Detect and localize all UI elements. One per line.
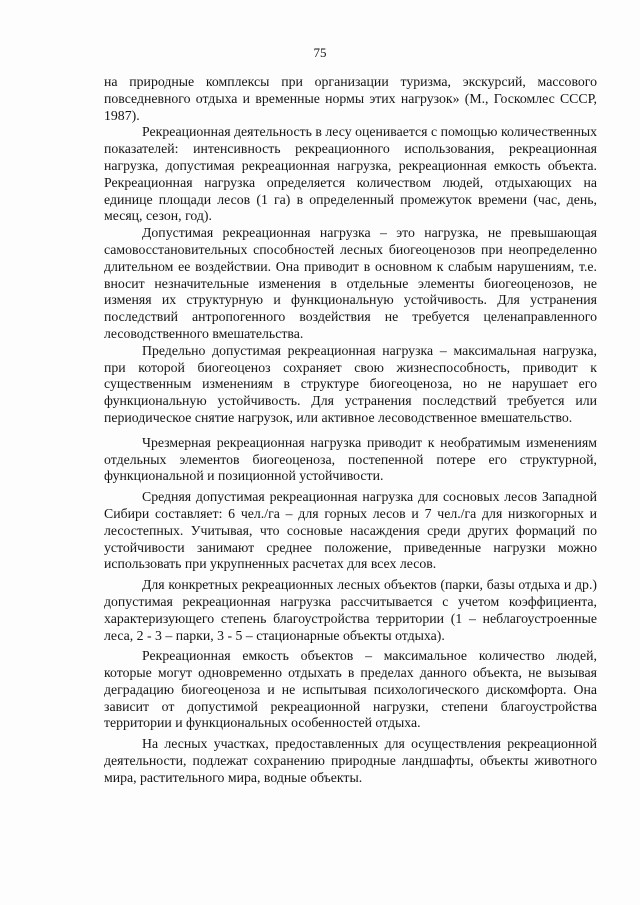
paragraph-6: Средняя допустимая рекреационная нагрузка для сосновых лесов Западной Сибири составляет: 6 чел./га – для горных лесов и 7 чел./га для низкогорных и лесостепных. Учитывая, что сосновые насаждения среди других формаций по устойчивости занимают среднее положение, приведенные нагрузки можно использовать при укрупненных расчетах для всех лесов.	[104, 489, 597, 572]
paragraph-7: Для конкретных рекреационных лесных объектов (парки, базы отдыха и др.) допустимая рекреационная нагрузка рассчитывается с учетом коэффициента, характеризующего степень благоустройства территории (1 – неблагоустроенные леса, 2 - 3 – парки, 3 - 5 – стационарные объекты отдыха).	[104, 577, 597, 643]
paragraph-8: Рекреационная емкость объектов – максимальное количество людей, которые могут одновременно отдыхать в пределах данного объекта, не вызывая деградацию биогеоценоза и не испытывая психологического дискомфорта. Она зависит от допустимой рекреационной нагрузки, степени благоустройства территории и функциональных особенностей отдыха.	[104, 648, 597, 731]
paragraph-5: Чрезмерная рекреационная нагрузка приводит к необратимым изменениям отдельных элементов биогеоценоза, постепенной потере его структурной, функциональной и позиционной устойчивости.	[104, 434, 597, 484]
paragraph-1: на природные комплексы при организации туризма, экскурсий, массового повседневного отдыха и временные нормы этих нагрузок» (М., Госкомлес СССР, 1987).	[104, 74, 597, 123]
paragraph-4: Предельно допустимая рекреационная нагрузка – максимальная нагрузка, при которой биогеоценоз сохраняет свою жизнеспособность, приводит к существенным изменениям в структуре биогеоценоза, но не нарушает его функциональную устойчивость. Для устранения последствий требуется или периодическое снятие нагрузок, или активное лесоводственное вмешательство.	[104, 342, 597, 425]
paragraph-9: На лесных участках, предоставленных для осуществления рекреационной деятельности, подлежат сохранению природные ландшафты, объекты животного мира, растительного мира, водные объекты.	[104, 736, 597, 785]
document-body	[104, 74, 597, 787]
paragraph-2: Рекреационная деятельность в лесу оценивается с помощью количественных показателей: интенсивность рекреационного использования, рекреационная нагрузка, допустимая рекреационная нагрузка, рекреационная емкость объекта. Рекреационная нагрузка определяется количеством людей, отдыхающих на единице площади лесов (1 га) в определенный промежуток времени (час, день, месяц, сезон, год).	[104, 124, 597, 224]
page-number: 75	[313, 45, 327, 60]
paragraph-3: Допустимая рекреационная нагрузка – это нагрузка, не превышающая самовосстановительных способностей лесных биогеоценозов при неопределенно длительном ее воздействии. Она приводит в основном к слабым нарушениям, т.е. вносит незначительные изменения в отдельные элементы биогеоценозов, не изменяя их структурную и функциональную устойчивость. Для устранения последствий антропогенного воздействия не требуется целенаправленного лесоводственного вмешательства.	[104, 225, 597, 341]
